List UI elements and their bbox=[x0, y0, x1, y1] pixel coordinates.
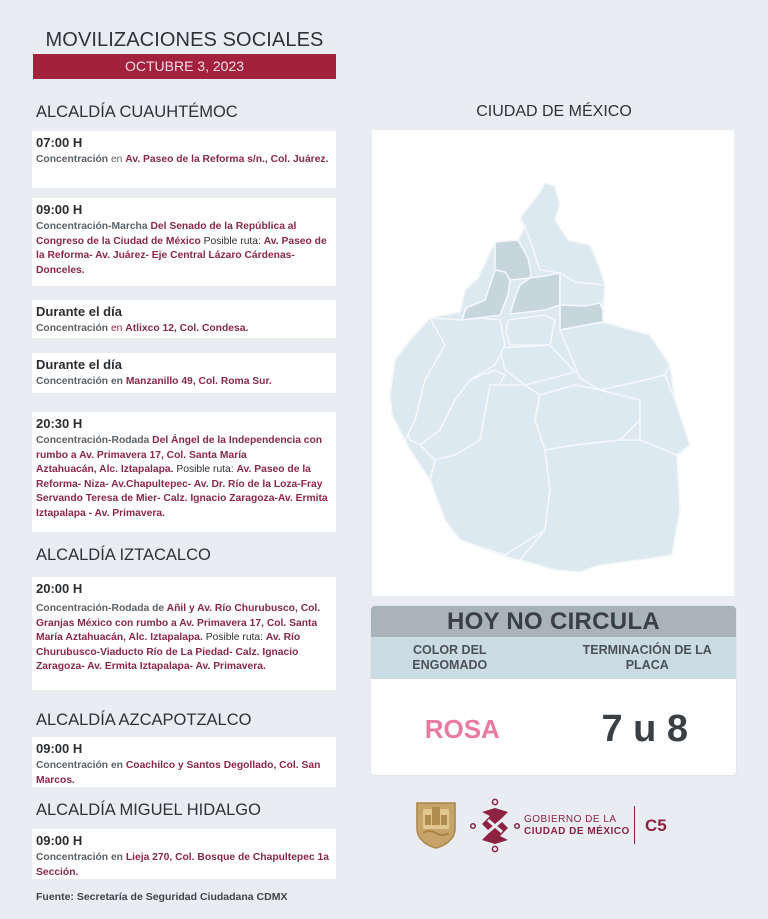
event-time: Durante el día bbox=[36, 304, 122, 319]
event-description bbox=[36, 434, 332, 521]
cdmx-government-emblem-icon bbox=[470, 798, 520, 853]
alcaldia-title-cuauhtemoc: ALCALDÍA CUAUHTÉMOC bbox=[36, 103, 238, 121]
event-place: Av. Paseo de la Reforma s/n., Col. Juárez. bbox=[125, 154, 329, 165]
logo-divider bbox=[634, 806, 635, 844]
alcaldia-title-miguel-hidalgo: ALCALDÍA MIGUEL HIDALGO bbox=[36, 801, 261, 819]
c5-logo: C5 bbox=[645, 816, 667, 835]
event-type: Concentración bbox=[36, 154, 109, 165]
event-type: Concentración-Marcha bbox=[36, 221, 148, 232]
cdmx-map-svg bbox=[372, 130, 734, 596]
event-description bbox=[36, 851, 332, 880]
government-name bbox=[524, 814, 630, 838]
event-description bbox=[36, 602, 332, 675]
connector: en bbox=[108, 154, 126, 165]
event-place: Manzanillo 49, Col. Roma Sur. bbox=[125, 376, 272, 387]
event-card bbox=[32, 131, 336, 188]
event-card bbox=[32, 198, 336, 286]
event-time: 09:00 H bbox=[36, 202, 83, 217]
source-note: Fuente: Secretaría de Seguridad Ciudadana CDMX bbox=[36, 891, 288, 903]
event-type: Concentración bbox=[36, 323, 109, 334]
event-description bbox=[36, 322, 332, 337]
plate-ending-value: 7 u 8 bbox=[601, 707, 689, 750]
event-time: 20:30 H bbox=[36, 416, 83, 431]
event-place: Atlixco 12, Col. Condesa. bbox=[125, 323, 249, 334]
event-route: Av. Paseo de la Reforma- Niza- Av.Chapultepec- Av. Dr. Río de la Loza-Fray Servando Teresa de Mier- Calz. Ignacio Zaragoza-Av. Ermita Iztapalapa - Av. Primavera. bbox=[36, 464, 328, 519]
event-time: 09:00 H bbox=[36, 833, 83, 848]
event-time: 20:00 H bbox=[36, 581, 83, 596]
event-place: Del Ángel de la Independencia con rumbo a Av. Primavera 17, Col. Santa María bbox=[36, 435, 323, 461]
event-card bbox=[32, 300, 336, 338]
route-label: Posible ruta: bbox=[173, 464, 237, 475]
sticker-color-value: ROSA bbox=[424, 713, 500, 744]
event-card bbox=[32, 737, 336, 787]
hoy-no-circula-labels bbox=[371, 637, 736, 679]
page-title: MOVILIZACIONES SOCIALES bbox=[45, 29, 324, 51]
hoy-no-circula-panel bbox=[371, 606, 736, 775]
event-place-continued: Aztahuacán, Alc. Iztapalapa. bbox=[36, 464, 174, 475]
date-banner: OCTUBRE 3, 2023 bbox=[33, 54, 336, 79]
event-card bbox=[32, 577, 336, 690]
event-route: Av. Paseo de la Reforma- Av. Juárez- Eje Central Lázaro Cárdenas-Donceles. bbox=[36, 235, 327, 276]
connector: en bbox=[108, 323, 126, 334]
footer-logos bbox=[415, 798, 705, 853]
government-name-line1: GOBIERNO DE LA bbox=[524, 814, 617, 825]
event-card bbox=[32, 412, 336, 532]
alcaldia-title-azcapotzalco: ALCALDÍA AZCAPOTZALCO bbox=[36, 711, 252, 729]
event-card bbox=[32, 353, 336, 393]
event-place: Del Senado de la República al Congreso de la Ciudad de México bbox=[36, 221, 297, 247]
cdmx-shield-icon bbox=[415, 801, 457, 849]
cdmx-map bbox=[372, 130, 734, 596]
route-label: Posible ruta: bbox=[200, 235, 264, 247]
event-place: Lieja 270, Col. Bosque de Chapultepec 1a Sección. bbox=[36, 852, 329, 878]
event-time: Durante el día bbox=[36, 357, 122, 372]
event-type: Concentración-Rodada bbox=[36, 435, 150, 446]
plate-ending-label: TERMINACIÓN DE LA PLACA bbox=[582, 643, 712, 672]
event-description bbox=[36, 375, 332, 390]
hoy-no-circula-values bbox=[371, 679, 736, 775]
event-type: Concentración-Rodada de bbox=[36, 603, 165, 614]
event-card bbox=[32, 829, 336, 879]
event-time: 07:00 H bbox=[36, 135, 83, 150]
event-type: Concentración en bbox=[36, 760, 123, 771]
event-type: Concentración en bbox=[36, 376, 123, 387]
event-time: 09:00 H bbox=[36, 741, 83, 756]
alcaldia-title-iztacalco: ALCALDÍA IZTACALCO bbox=[36, 546, 211, 564]
government-name-line2: CIUDAD DE MÉXICO bbox=[524, 826, 630, 837]
event-description bbox=[36, 153, 332, 168]
hoy-no-circula-title: HOY NO CIRCULA bbox=[371, 606, 736, 637]
event-type: Concentración en bbox=[36, 852, 123, 863]
event-description bbox=[36, 220, 332, 278]
event-place: Añil y Av. Río Churubusco, Col. Granjas México con rumbo a Av. Primavera 17, Col. Santa María Aztahuacán, Alc. Iztapalapa. bbox=[36, 603, 321, 643]
event-route: Av. Río Churubusco-Viaducto Río de La Piedad- Calz. Ignacio Zaragoza- Av. Ermita Iztapalapa- Av. Primavera. bbox=[36, 632, 301, 672]
map-title: CIUDAD DE MÉXICO bbox=[476, 103, 632, 120]
sticker-color-label: COLOR DEL ENGOMADO bbox=[412, 643, 488, 672]
event-description bbox=[36, 759, 332, 788]
route-label: Posible ruta: bbox=[202, 632, 266, 643]
event-place: Coachilco y Santos Degollado, Col. San Marcos. bbox=[36, 760, 321, 786]
